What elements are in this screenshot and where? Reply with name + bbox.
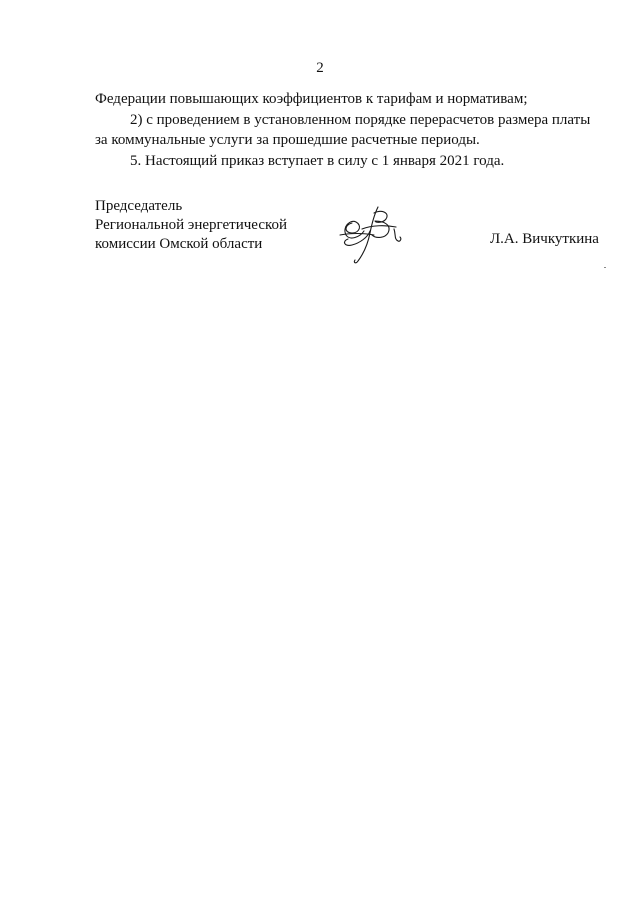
document-body	[95, 89, 610, 171]
body-line-1: Федерации повышающих коэффициентов к тарифам и нормативам;	[95, 91, 528, 107]
page-number: 2	[316, 60, 324, 76]
body-line-3: за коммунальные услуги за прошедшие расчетные периоды.	[95, 132, 480, 148]
body-line-2: 2) с проведением в установленном порядке перерасчетов размера платы	[130, 111, 591, 128]
signer-position-line-2: Региональной энергетической	[95, 217, 288, 233]
signer-position-line-1: Председатель	[95, 198, 183, 214]
signer-name: Л.А. Вичкуткина	[490, 231, 599, 247]
body-line-4: 5. Настоящий приказ вступает в силу с 1 января 2021 года.	[130, 152, 505, 169]
scan-speck	[604, 267, 606, 268]
handwritten-signature	[338, 203, 410, 267]
signer-position-line-3: комиссии Омской области	[95, 236, 263, 252]
signer-position	[95, 197, 287, 254]
